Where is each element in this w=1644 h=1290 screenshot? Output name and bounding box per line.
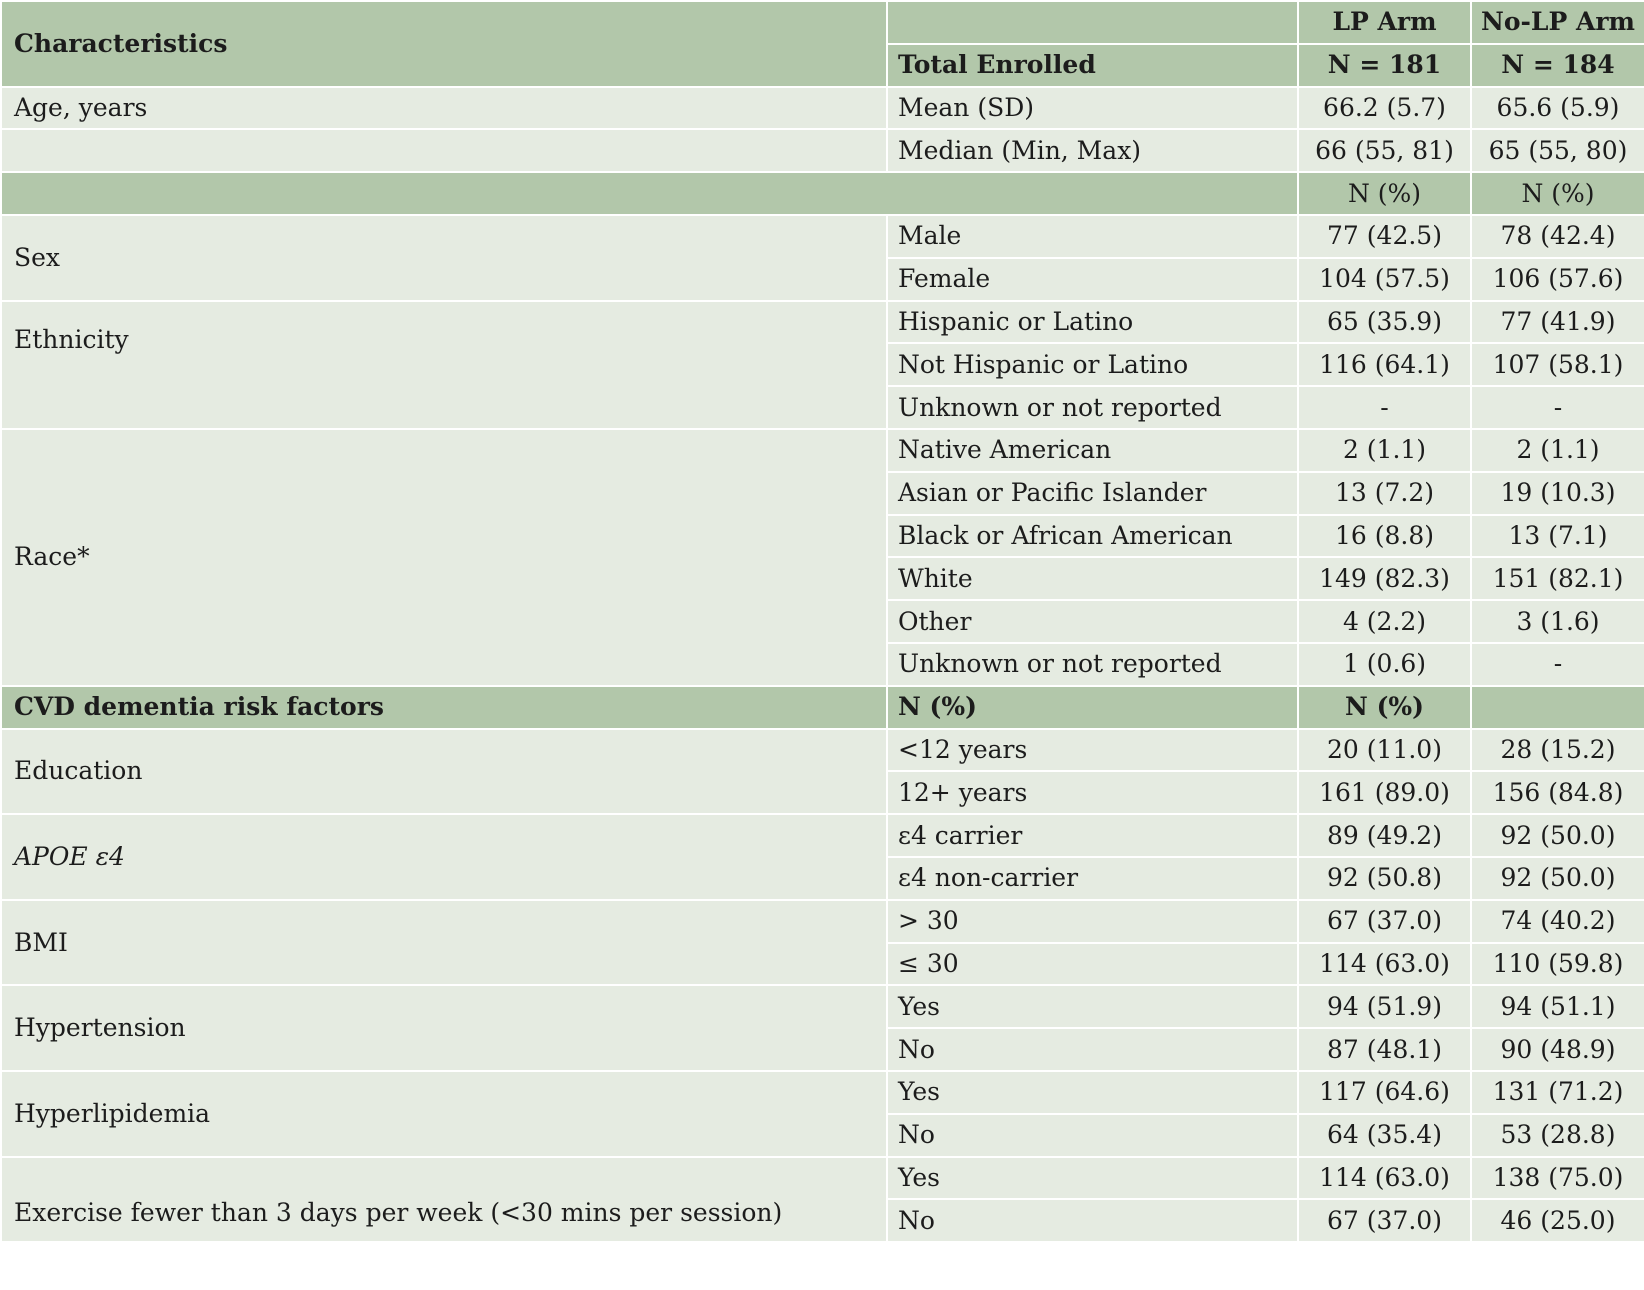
table-row: [1, 1071, 1644, 1114]
lp-value: 64 (35.4): [1298, 1114, 1471, 1157]
nolp-value: -: [1471, 643, 1644, 686]
lp-value: 16 (8.8): [1298, 515, 1471, 558]
empty-cell: [1, 129, 887, 172]
race-label: Race*: [1, 429, 887, 686]
stat-label: ≤ 30: [887, 943, 1298, 986]
stat-label: Hispanic or Latino: [887, 301, 1298, 344]
header-empty-cell: [887, 1, 1298, 44]
nolp-value: 107 (58.1): [1471, 343, 1644, 386]
lp-value: 92 (50.8): [1298, 857, 1471, 900]
apoe-label: APOE ε4: [1, 814, 887, 900]
stat-label: Yes: [887, 1071, 1298, 1114]
nolp-value: -: [1471, 386, 1644, 429]
lp-value: 66 (55, 81): [1298, 129, 1471, 172]
stat-label: Unknown or not reported: [887, 643, 1298, 686]
nolp-pct-header: N (%): [1471, 172, 1644, 215]
age-label: Age, years: [1, 87, 887, 130]
cvd-lp-header: N (%): [1298, 686, 1471, 729]
nolp-value: 2 (1.1): [1471, 429, 1644, 472]
nolp-value: 3 (1.6): [1471, 600, 1644, 643]
nolp-value: 65 (55, 80): [1471, 129, 1644, 172]
lp-value: 116 (64.1): [1298, 343, 1471, 386]
stat-label: Not Hispanic or Latino: [887, 343, 1298, 386]
stat-label: 12+ years: [887, 771, 1298, 814]
lp-arm-header: LP Arm: [1298, 1, 1471, 44]
stat-label: > 30: [887, 900, 1298, 943]
stat-label: ε4 carrier: [887, 814, 1298, 857]
stat-label: Native American: [887, 429, 1298, 472]
lp-value: 114 (63.0): [1298, 943, 1471, 986]
table-row: [1, 985, 1644, 1028]
cvd-stat-header: N (%): [887, 686, 1298, 729]
pct-subheader-row: [1, 172, 1644, 215]
hyperlipidemia-label: Hyperlipidemia: [1, 1071, 887, 1157]
lp-value: 65 (35.9): [1298, 301, 1471, 344]
lp-value: 117 (64.6): [1298, 1071, 1471, 1114]
lp-value: 161 (89.0): [1298, 771, 1471, 814]
stat-label: <12 years: [887, 729, 1298, 772]
stat-label: No: [887, 1199, 1298, 1242]
nolp-value: 65.6 (5.9): [1471, 87, 1644, 130]
lp-pct-header: N (%): [1298, 172, 1471, 215]
hypertension-label: Hypertension: [1, 985, 887, 1071]
lp-value: 104 (57.5): [1298, 258, 1471, 301]
nolp-value: 46 (25.0): [1471, 1199, 1644, 1242]
table-row: [1, 129, 1644, 172]
nolp-value: 92 (50.0): [1471, 857, 1644, 900]
lp-value: 89 (49.2): [1298, 814, 1471, 857]
lp-value: 67 (37.0): [1298, 900, 1471, 943]
nolp-value: 19 (10.3): [1471, 472, 1644, 515]
nolp-value: 13 (7.1): [1471, 515, 1644, 558]
nolp-total-n: N = 184: [1471, 44, 1644, 87]
lp-value: 13 (7.2): [1298, 472, 1471, 515]
lp-value: -: [1298, 386, 1471, 429]
header-row-1: [1, 1, 1644, 44]
stat-label: Asian or Pacific Islander: [887, 472, 1298, 515]
cvd-nolp-header: [1471, 686, 1644, 729]
exercise-label: Exercise fewer than 3 days per week (<30 mins per session): [1, 1157, 887, 1243]
cvd-risk-factors-header: CVD dementia risk factors: [1, 686, 887, 729]
characteristics-header: Characteristics: [1, 1, 887, 87]
table-row: [1, 87, 1644, 130]
nolp-value: 151 (82.1): [1471, 557, 1644, 600]
lp-value: 2 (1.1): [1298, 429, 1471, 472]
lp-value: 94 (51.9): [1298, 985, 1471, 1028]
table-row: [1, 900, 1644, 943]
lp-value: 66.2 (5.7): [1298, 87, 1471, 130]
stat-label: ε4 non-carrier: [887, 857, 1298, 900]
lp-value: 4 (2.2): [1298, 600, 1471, 643]
stat-label: Mean (SD): [887, 87, 1298, 130]
table-row: [1, 1157, 1644, 1200]
bmi-label: BMI: [1, 900, 887, 986]
stat-label: No: [887, 1114, 1298, 1157]
nolp-arm-header: No-LP Arm: [1471, 1, 1644, 44]
stat-label: Yes: [887, 985, 1298, 1028]
total-enrolled-label: Total Enrolled: [887, 44, 1298, 87]
stat-label: Median (Min, Max): [887, 129, 1298, 172]
table-row: [1, 814, 1644, 857]
empty-cell: [1, 172, 1298, 215]
nolp-value: 28 (15.2): [1471, 729, 1644, 772]
table-row: [1, 301, 1644, 344]
stat-label: Female: [887, 258, 1298, 301]
stat-label: No: [887, 1028, 1298, 1071]
nolp-value: 78 (42.4): [1471, 215, 1644, 258]
ethnicity-label: Ethnicity: [1, 301, 887, 429]
nolp-value: 106 (57.6): [1471, 258, 1644, 301]
nolp-value: 53 (28.8): [1471, 1114, 1644, 1157]
stat-label: Yes: [887, 1157, 1298, 1200]
stat-label: Male: [887, 215, 1298, 258]
nolp-value: 94 (51.1): [1471, 985, 1644, 1028]
table-row: [1, 729, 1644, 772]
lp-value: 20 (11.0): [1298, 729, 1471, 772]
lp-value: 1 (0.6): [1298, 643, 1471, 686]
education-label: Education: [1, 729, 887, 815]
cvd-subheader-row: [1, 686, 1644, 729]
nolp-value: 138 (75.0): [1471, 1157, 1644, 1200]
lp-value: 67 (37.0): [1298, 1199, 1471, 1242]
nolp-value: 77 (41.9): [1471, 301, 1644, 344]
stat-label: Unknown or not reported: [887, 386, 1298, 429]
nolp-value: 74 (40.2): [1471, 900, 1644, 943]
lp-value: 87 (48.1): [1298, 1028, 1471, 1071]
lp-value: 114 (63.0): [1298, 1157, 1471, 1200]
nolp-value: 156 (84.8): [1471, 771, 1644, 814]
table-row: [1, 429, 1644, 472]
lp-value: 149 (82.3): [1298, 557, 1471, 600]
nolp-value: 92 (50.0): [1471, 814, 1644, 857]
nolp-value: 110 (59.8): [1471, 943, 1644, 986]
stat-label: Black or African American: [887, 515, 1298, 558]
table-row: [1, 215, 1644, 258]
lp-total-n: N = 181: [1298, 44, 1471, 87]
sex-label: Sex: [1, 215, 887, 301]
lp-value: 77 (42.5): [1298, 215, 1471, 258]
nolp-value: 90 (48.9): [1471, 1028, 1644, 1071]
nolp-value: 131 (71.2): [1471, 1071, 1644, 1114]
stat-label: Other: [887, 600, 1298, 643]
stat-label: White: [887, 557, 1298, 600]
